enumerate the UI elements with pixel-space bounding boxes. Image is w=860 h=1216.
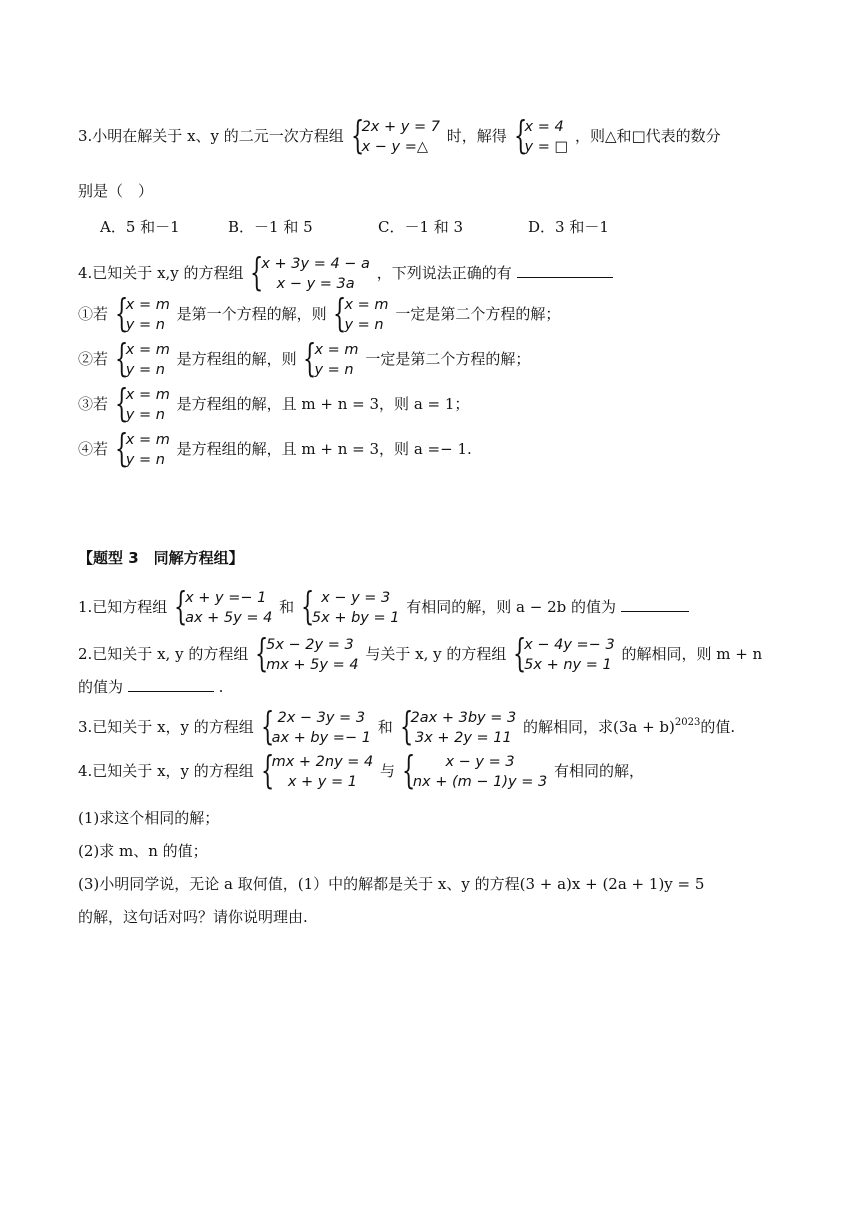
s3-q4-eq-1: mx + 2ny = 4 [271,754,374,770]
q4-post: ，下列说法正确的有 [376,264,512,282]
s3-q2-post: 的解相同，则 m + n [621,645,763,663]
q4-item-3-text: 是方程组的解，且 m + n = 3，则 a = 1； [176,395,470,413]
q3-sol-y: y = □ [524,139,569,155]
s3-q1-eq-3: x − y = 3 [321,590,391,606]
s3-q4-eq-3: x − y = 3 [445,754,515,770]
s3-q3-sys-1: { 2x − 3y = 3 ax + by =− 1 [260,704,371,748]
s3-q2-answer-blank[interactable] [128,677,214,692]
q4-item-1-sys-a: { x = m y = n [114,291,170,335]
q4-item-3-pre: ③若 [78,395,109,413]
q4-item-1-post: 一定是第二个方程的解； [395,305,561,323]
q3-option-a: A．5 和－1 [100,218,180,236]
s3-q4-sub-4: 的解，这句话对吗？请你说明理由. [78,908,308,926]
s3-q4-sys-2: { x − y = 3 nx + (m − 1)y = 3 [401,748,548,792]
q4-item-4-sys: { x = m y = n [114,426,170,470]
s3-q2-eq-2: mx + 5y = 4 [266,657,359,673]
q3-line [78,113,721,157]
s3-q3-exponent: 2023 [674,717,701,728]
s3-q2-eq-3: x − 4y =− 3 [524,637,615,653]
s3-q4-sys-1: { mx + 2ny = 4 x + y = 1 [260,748,374,792]
q3-option-b: B．－1 和 5 [228,218,313,236]
mn-row-x: x = m [125,297,170,313]
q3-option-d: D．3 和－1 [528,218,609,236]
s3-q1-sys-1: { x + y =− 1 ax + 5y = 4 [174,584,273,628]
s3-q4-eq-2: x + y = 1 [287,774,357,790]
s3-q1-line [78,584,689,628]
q4-item-4 [78,426,472,470]
q4-answer-blank[interactable] [517,263,613,278]
s3-q2-sys-2: { x − 4y =− 3 5x + ny = 1 [513,631,615,675]
s3-q1-and: 和 [279,598,295,616]
q4-item-3 [78,381,470,425]
q4-item-2-sys-a: { x = m y = n [114,336,170,380]
mn-row-y: y = n [125,317,165,333]
s3-q1-sys-2: { x − y = 3 5x + by = 1 [300,584,400,628]
q3-system-2: { x = 4 y = □ [513,113,569,157]
s3-q4-sub-1: (1)求这个相同的解； [78,809,220,827]
mn-row-x: x = m [314,342,359,358]
q3-post: ，则△和□代表的数分 [574,127,721,145]
s3-q4-sub-2: (2)求 m、n 的值； [78,842,208,860]
mn-row-x: x = m [125,387,170,403]
s3-q2-mid: 与关于 x, y 的方程组 [365,645,507,663]
s3-q3-sys-2: { 2ax + 3by = 3 3x + 2y = 11 [399,704,517,748]
s3-q3-pre: 3.已知关于 x，y 的方程组 [78,718,254,736]
mn-row-x: x = m [125,342,170,358]
q4-item-1-sys-b: { x = m y = n [333,291,389,335]
s3-q3-and: 和 [377,718,393,736]
s3-q2-eq-4: 5x + ny = 1 [524,657,612,673]
q4-item-2-pre: ②若 [78,350,109,368]
s3-q3-eq-1: 2x − 3y = 3 [277,710,366,726]
mn-row-y: y = n [125,407,165,423]
s3-q3-eq-4: 3x + 2y = 11 [414,730,512,746]
q4-item-2 [78,336,531,380]
q3-continuation: 别是（ ） [78,182,154,200]
s3-q1-answer-blank[interactable] [621,597,689,612]
s3-q3-eq-3: 2ax + 3by = 3 [410,710,517,726]
q3-sol-x: x = 4 [524,119,564,135]
s3-q2-continuation [78,676,223,698]
q4-item-4-text: 是方程组的解，且 m + n = 3，则 a =− 1. [176,440,472,458]
q4-item-1-pre: ①若 [78,305,109,323]
q4-eq-2: x − y = 3a [276,276,355,292]
s3-q3-end: 的值. [700,718,736,736]
s3-q1-pre: 1.已知方程组 [78,598,168,616]
s3-q2-sys-1: { 5x − 2y = 3 mx + 5y = 4 [255,631,359,675]
s3-q1-eq-1: x + y =− 1 [185,590,267,606]
q3-mid: 时，解得 [446,127,507,145]
section-title: 【题型 3 同解方程组】 [78,549,244,567]
q4-item-3-sys: { x = m y = n [114,381,170,425]
s3-q3-eq-2: ax + by =− 1 [271,730,371,746]
s3-q4-post: 有相同的解， [553,762,644,780]
s3-q2-end: . [218,678,224,696]
s3-q2-eq-1: 5x − 2y = 3 [266,637,354,653]
mn-row-x: x = m [344,297,389,313]
s3-q3-line [78,704,736,748]
q3-eq-2: x − y =△ [361,139,429,155]
q4-item-1-mid: 是第一个方程的解，则 [176,305,327,323]
q3-option-c: C．－1 和 3 [378,218,464,236]
q4-item-4-pre: ④若 [78,440,109,458]
q4-item-2-post: 一定是第二个方程的解； [365,350,531,368]
q4-prefix: 4.已知关于 x,y 的方程组 [78,264,244,282]
q4-item-2-sys-b: { x = m y = n [303,336,359,380]
s3-q1-eq-2: ax + 5y = 4 [185,610,273,626]
q3-prefix: 3.小明在解关于 x、y 的二元一次方程组 [78,127,344,145]
mn-row-x: x = m [125,432,170,448]
q4-item-1 [78,291,561,335]
q4-line [78,250,613,294]
q4-system: { x + 3y = 4 − a x − y = 3a [250,250,370,294]
q3-eq-1: 2x + y = 7 [361,119,440,135]
q3-system-1: { 2x + y = 7 x − y =△ [350,113,440,157]
mn-row-y: y = n [125,452,165,468]
mn-row-y: y = n [344,317,384,333]
q4-eq-1: x + 3y = 4 − a [261,256,370,272]
s3-q4-eq-4: nx + (m − 1)y = 3 [412,774,548,790]
s3-q2-pre: 2.已知关于 x, y 的方程组 [78,645,249,663]
s3-q1-post: 有相同的解，则 a − 2b 的值为 [406,598,616,616]
mn-row-y: y = n [314,362,354,378]
s3-q4-line [78,748,644,792]
s3-q3-post: 的解相同，求(3a + b) [522,718,675,736]
s3-q4-and: 与 [380,762,396,780]
s3-q2-line [78,631,763,675]
q4-item-2-mid: 是方程组的解，则 [176,350,297,368]
s3-q2-cont: 的值为 [78,678,124,696]
mn-row-y: y = n [125,362,165,378]
s3-q4-pre: 4.已知关于 x，y 的方程组 [78,762,254,780]
s3-q1-eq-4: 5x + by = 1 [311,610,400,626]
s3-q4-sub-3: (3)小明同学说，无论 a 取何值，(1）中的解都是关于 x、y 的方程(3 + a)x + (2a + 1)y = 5 [78,875,705,893]
